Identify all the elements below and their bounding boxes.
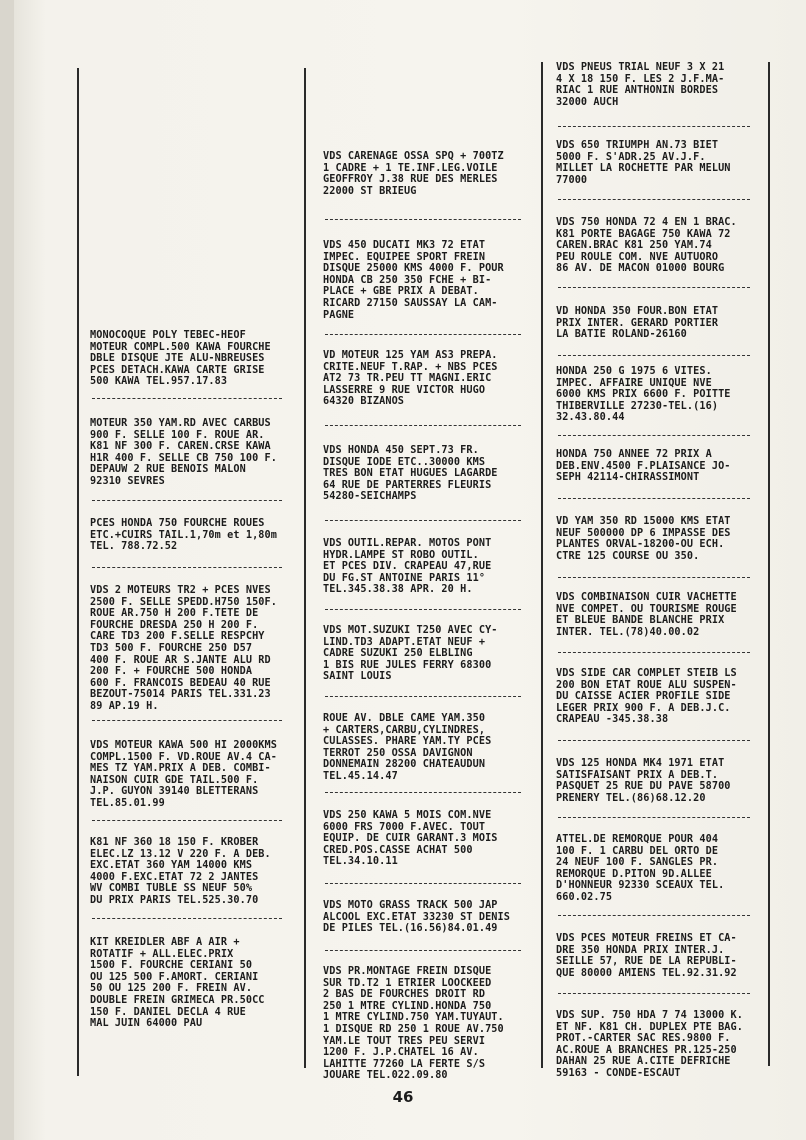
ad-separator [325, 520, 521, 521]
ad-separator [325, 792, 521, 793]
ad-separator [325, 334, 521, 335]
classified-ad: VD YAM 350 RD 15000 KMS ETAT NEUF 500000 DP 6 IMPASSE DES PLANTES ORVAL-18200-OU ECH. CTRE 125 COURSE OU 350. [556, 516, 731, 562]
ad-separator [325, 696, 521, 697]
ad-separator [558, 740, 750, 741]
ad-separator [558, 287, 750, 288]
column-rule-left [77, 68, 79, 1076]
column-rule-middle-left [304, 68, 306, 1068]
classified-ad: KIT KREIDLER ABF A AIR + ROTATIF + ALL.ELEC.PRIX 1500 F. FOURCHE CERIANI 50 OU 125 500 F.AMORT. CERIANI 50 OU 125 200 F. FREIN AV. DOUBLE FREIN GRIMECA PR.50CC 150 F. DANIEL DECLA 4 RUE MAL JUIN 64000 PAU [90, 937, 265, 1030]
ad-separator [558, 435, 750, 436]
ad-separator [558, 355, 750, 356]
page-number: 46 [392, 1088, 414, 1106]
classified-ad: VDS MOTO GRASS TRACK 500 JAP ALCOOL EXC.ETAT 33230 ST DENIS DE PILES TEL.(16.56)84.01.49 [323, 900, 511, 935]
ad-separator [558, 199, 750, 200]
column-rule-right [768, 62, 770, 1066]
classified-ad: VDS SIDE CAR COMPLET STEIB LS 200 BON ETAT ROUE ALU SUSPEN- DU CAISSE ACIER PROFILE SIDE LEGER PRIX 900 F. A DEB.J.C. CRAPEAU -345.38.38 [556, 668, 737, 726]
classified-ad: VDS 125 HONDA MK4 1971 ETAT SATISFAISANT PRIX A DEB.T. PASQUET 25 RUE DU PAVE 58700 PRENERY TEL.(86)68.12.20 [556, 758, 731, 804]
classified-ad: VDS PNEUS TRIAL NEUF 3 X 21 4 X 18 150 F. LES 2 J.F.MA- RIAC 1 RUE ANTHONIN BORDES 32000 AUCH [556, 62, 725, 108]
classified-ad: VDS OUTIL.REPAR. MOTOS PONT HYDR.LAMPE ST ROBO OUTIL. ET PCES DIV. CRAPEAU 47,RUE DU FG.ST ANTOINE PARIS 11° TEL.345.38.38 APR. 20 H. [323, 538, 492, 596]
ad-separator [325, 883, 521, 884]
classified-ad: VDS SUP. 750 HDA 7 74 13000 K. ET NF. K81 CH. DUPLEX PTE BAG. PROT.-CARTER SAC RES.9800 F. AC.ROUE A BRANCHES PR.125-250 DAHAN 25 RUE A.CITE DEFRICHE 59163 - CONDE-ESCAUT [556, 1010, 744, 1079]
ad-separator [325, 219, 521, 220]
ad-separator [558, 652, 750, 653]
classified-ad: VDS MOT.SUZUKI T250 AVEC CY- LIND.TD3 ADAPT.ETAT NEUF + CADRE SUZUKI 250 ELBLING 1 BIS RUE JULES FERRY 68300 SAINT LOUIS [323, 625, 498, 683]
classified-ad: VDS 2 MOTEURS TR2 + PCES NVES 2500 F. SELLE SPEDD.H750 150F. ROUE AR.750 H 200 F.TETE DE FOURCHE DRESDA 250 H 200 F. CARE TD3 200 F.SELLE RESPCHY TD3 500 F. FOURCHE 250 D57 400 F. ROUE AR S.JANTE ALU RD 200 F. + FOURCHE 500 HONDA 600 F. FRANCOIS BEDEAU 40 RUE BEZOUT-75014 PARIS TEL.331.23 89 AP.19 H. [90, 585, 278, 712]
classified-ad: HONDA 250 G 1975 6 VITES. IMPEC. AFFAIRE UNIQUE NVE 6000 KMS PRIX 6600 F. POITTE THIBERVILLE 27230-TEL.(16) 32.43.80.44 [556, 366, 731, 424]
page-edge [0, 0, 14, 1140]
classified-ad: VDS COMBINAISON CUIR VACHETTE NVE COMPET. OU TOURISME ROUGE ET BLEUE BANDE BLANCHE PRIX INTER. TEL.(78)40.00.02 [556, 592, 737, 638]
ad-separator [92, 918, 282, 919]
ad-separator [325, 950, 521, 951]
ad-separator [92, 567, 282, 568]
classified-ad: K81 NF 360 18 150 F. KROBER ELEC.LZ 13.12 V 220 F. A DEB. EXC.ETAT 360 YAM 14000 KMS 4000 F.EXC.ETAT 72 2 JANTES WV COMBI TUBLE SS NEUF 50% DU PRIX PARIS TEL.525.30.70 [90, 837, 271, 906]
ad-separator [558, 915, 750, 916]
ad-separator [558, 577, 750, 578]
classified-ad: VDS CARENAGE OSSA SPQ + 700TZ 1 CADRE + 1 TE.INF.LEG.VOILE GEOFFROY J.38 RUE DES MERLES 22000 ST BRIEUG [323, 151, 504, 197]
ad-separator [558, 126, 750, 127]
ad-separator [92, 720, 282, 721]
classified-ad: VD HONDA 350 FOUR.BON ETAT PRIX INTER. GERARD PORTIER LA BATIE ROLAND-26160 [556, 306, 719, 341]
classified-ad: ATTEL.DE REMORQUE POUR 404 100 F. 1 CARBU DEL ORTO DE 24 NEUF 100 F. SANGLES PR. REMORQUE D.PITON 9D.ALLEE D'HONNEUR 92330 SCEAUX TEL. 660.02.75 [556, 834, 725, 903]
classified-ad: VDS PR.MONTAGE FREIN DISQUE SUR TD.T2 1 ETRIER LOOCKEED 2 BAS DE FOURCHES DROIT RD 250 1 MTRE CYLIND.HONDA 750 1 MTRE CYLIND.750 YAM.TUYAUT. 1 DISQUE RD 250 1 ROUE AV.750 YAM.LE TOUT TRES PEU SERVI 1200 F. J.P.CHATEL 16 AV. LAHITTE 77260 LA FERTE S/S JOUARE TEL.022.09.80 [323, 966, 504, 1082]
classified-ad: VD MOTEUR 125 YAM AS3 PREPA. CRITE.NEUF T.RAP. + NBS PCES AT2 73 TR.PEU TT MAGNI.ERIC LASSERRE 9 RUE VICTOR HUGO 64320 BIZANOS [323, 350, 498, 408]
ad-separator [92, 500, 282, 501]
classified-ad: PCES HONDA 750 FOURCHE ROUES ETC.+CUIRS TAIL.1,70m et 1,80m TEL. 788.72.52 [90, 518, 278, 553]
classified-ad: VDS HONDA 450 SEPT.73 FR. DISQUE IODE ETC..30000 KMS TRES BON ETAT HUGUES LAGARDE 64 RUE DE PARTERRES FLEURIS 54280-SEICHAMPS [323, 445, 498, 503]
ad-separator [325, 609, 521, 610]
classified-ad: HONDA 750 ANNEE 72 PRIX A DEB.ENV.4500 F.PLAISANCE JO- SEPH 42114-CHIRASSIMONT [556, 449, 731, 484]
classified-ad: VDS 250 KAWA 5 MOIS COM.NVE 6000 FRS 7000 F.AVEC. TOUT EQUIP. DE CUIR GARANT.3 MOIS CRED.POS.CASSE ACHAT 500 TEL.34.10.11 [323, 810, 498, 868]
ad-separator [92, 398, 282, 399]
ad-separator [558, 817, 750, 818]
classified-ad: VDS PCES MOTEUR FREINS ET CA- DRE 350 HONDA PRIX INTER.J. SEILLE 57, RUE DE LA REPUBLI- QUE 80000 AMIENS TEL.92.31.92 [556, 933, 737, 979]
classified-ad: ROUE AV. DBLE CAME YAM.350 + CARTERS,CARBU,CYLINDRES, CULASSES. PHARE YAM.TY PCES TERROT 250 OSSA DAVIGNON DONNEMAIN 28200 CHATEAUDUN TEL.45.14.47 [323, 713, 492, 782]
classified-ad: VDS 450 DUCATI MK3 72 ETAT IMPEC. EQUIPEE SPORT FREIN DISQUE 25000 KMS 4000 F. POUR HONDA CB 250 350 FCHE + BI- PLACE + GBE PRIX A DEBAT. RICARD 27150 SAUSSAY LA CAM- PAGNE [323, 240, 504, 321]
ad-separator [558, 498, 750, 499]
ad-separator [325, 425, 521, 426]
classified-ad: VDS MOTEUR KAWA 500 HI 2000KMS COMPL.1500 F. VD.ROUE AV.4 CA- MES TZ YAM.PRIX A DEB. COMBI- NAISON CUIR GDE TAIL.500 F. J.P. GUYON 39140 BLETTERANS TEL.85.01.99 [90, 740, 278, 809]
ad-separator [92, 820, 282, 821]
classified-ad: MONOCOQUE POLY TEBEC-HEOF MOTEUR COMPL.500 KAWA FOURCHE DBLE DISQUE JTE ALU-NBREUSES PCES DETACH.KAWA CARTE GRISE 500 KAWA TEL.957.17.83 [90, 330, 271, 388]
column-rule-middle-right [541, 62, 543, 1068]
classified-ad: VDS 750 HONDA 72 4 EN 1 BRAC. K81 PORTE BAGAGE 750 KAWA 72 CAREN.BRAC K81 250 YAM.74 PEU ROULE COM. NVE AUTUORO 86 AV. DE MACON 01000 BOURG [556, 217, 737, 275]
classified-ad: VDS 650 TRIUMPH AN.73 BIET 5000 F. S'ADR.25 AV.J.F. MILLET LA ROCHETTE PAR MELUN 77000 [556, 140, 731, 186]
ad-separator [558, 993, 750, 994]
classified-ad: MOTEUR 350 YAM.RD AVEC CARBUS 900 F. SELLE 100 F. ROUE AR. K81 NF 300 F. CAREN.CRSE KAWA H1R 400 F. SELLE CB 750 100 F. DEPAUW 2 RUE BENOIS MALON 92310 SEVRES [90, 418, 278, 487]
